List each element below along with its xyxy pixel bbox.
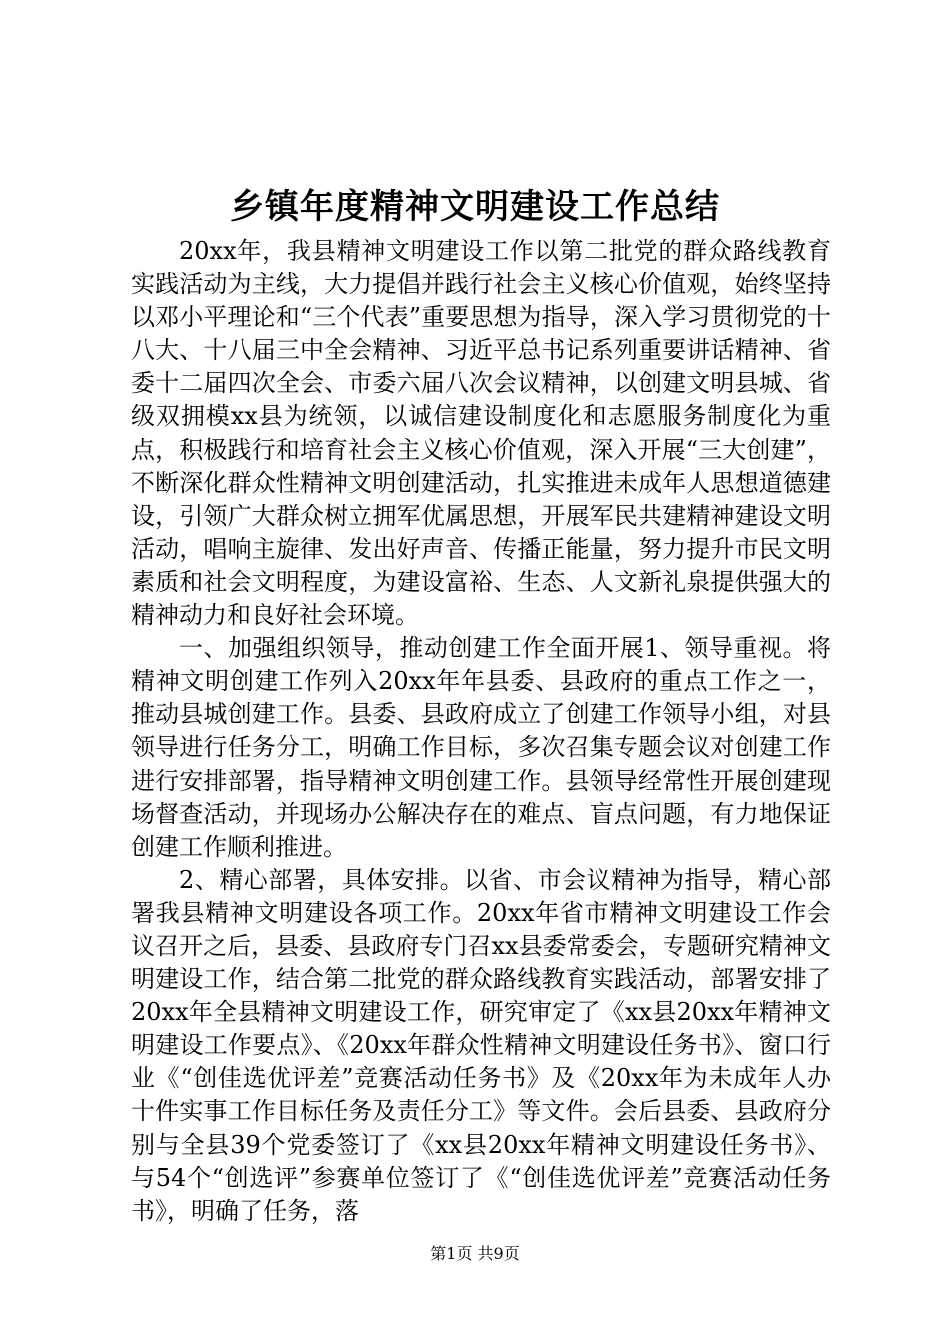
paragraph-intro: 20xx年，我县精神文明建设工作以第二批党的群众路线教育实践活动为主线，大力提倡并践行社会主义核心价值观，始终坚持以邓小平理论和“三个代表”重要思想为指导，深入学习贯彻党的十八大、十八届三中全会精神、习近平总书记系列重要讲话精神、省委十二届四次全会、市委六届八次会议精神，以创建文明县城、省级双拥模xx县为统领，以诚信建设制度化和志愿服务制度化为重点，积极践行和培育社会主义核心价值观，深入开展“三大创建”，不断深化群众性精神文明创建活动，扎实推进未成年人思想道德建设，引领广大群众树立拥军优属思想，开展军民共建精神建设文明活动，唱响主旋律、发出好声音、传播正能量，努力提升市民文明素质和社会文明程度，为建设富裕、生态、人文新礼泉提供强大的精神动力和良好社会环境。 — [131, 237, 831, 630]
document-body — [131, 235, 831, 1228]
document-title: 乡镇年度精神文明建设工作总结 — [230, 187, 720, 227]
paragraph-section-2: 2、精心部署，具体安排。以省、市会议精神为指导，精心部署我县精神文明建设各项工作。20xx年省市精神文明建设工作会议召开之后，县委、县政府专门召xx县委常委会，专题研究精神文明建设工作，结合第二批党的群众路线教育实践活动，部署安排了20xx年全县精神文明建设工作，研究审定了《xx县20xx年精神文明建设工作要点》、《20xx年群众性精神文明建设任务书》、窗口行业《“创佳选优评差”竞赛活动任务书》及《20xx年为未成年人办十件实事工作目标任务及责任分工》等文件。会后县委、县政府分别与全县39个党委签订了《xx县20xx年精神文明建设任务书》、与54个“创选评”参赛单位签订了《“创佳选优评差”竞赛活动任务书》，明确了任务，落 — [131, 865, 831, 1225]
paragraph-section-1: 一、加强组织领导，推动创建工作全面开展1、领导重视。将精神文明创建工作列入20xx年年县委、县政府的重点工作之一，推动县城创建工作。县委、县政府成立了创建工作领导小组，对县领导进行任务分工，明确工作目标，多次召集专题会议对创建工作进行安排部署，指导精神文明创建工作。县领导经常性开展创建现场督查活动，并现场办公解决存在的难点、盲点问题，有力地保证创建工作顺利推进。 — [131, 634, 831, 861]
page-number-footer: 第1页 共9页 — [430, 1244, 520, 1263]
